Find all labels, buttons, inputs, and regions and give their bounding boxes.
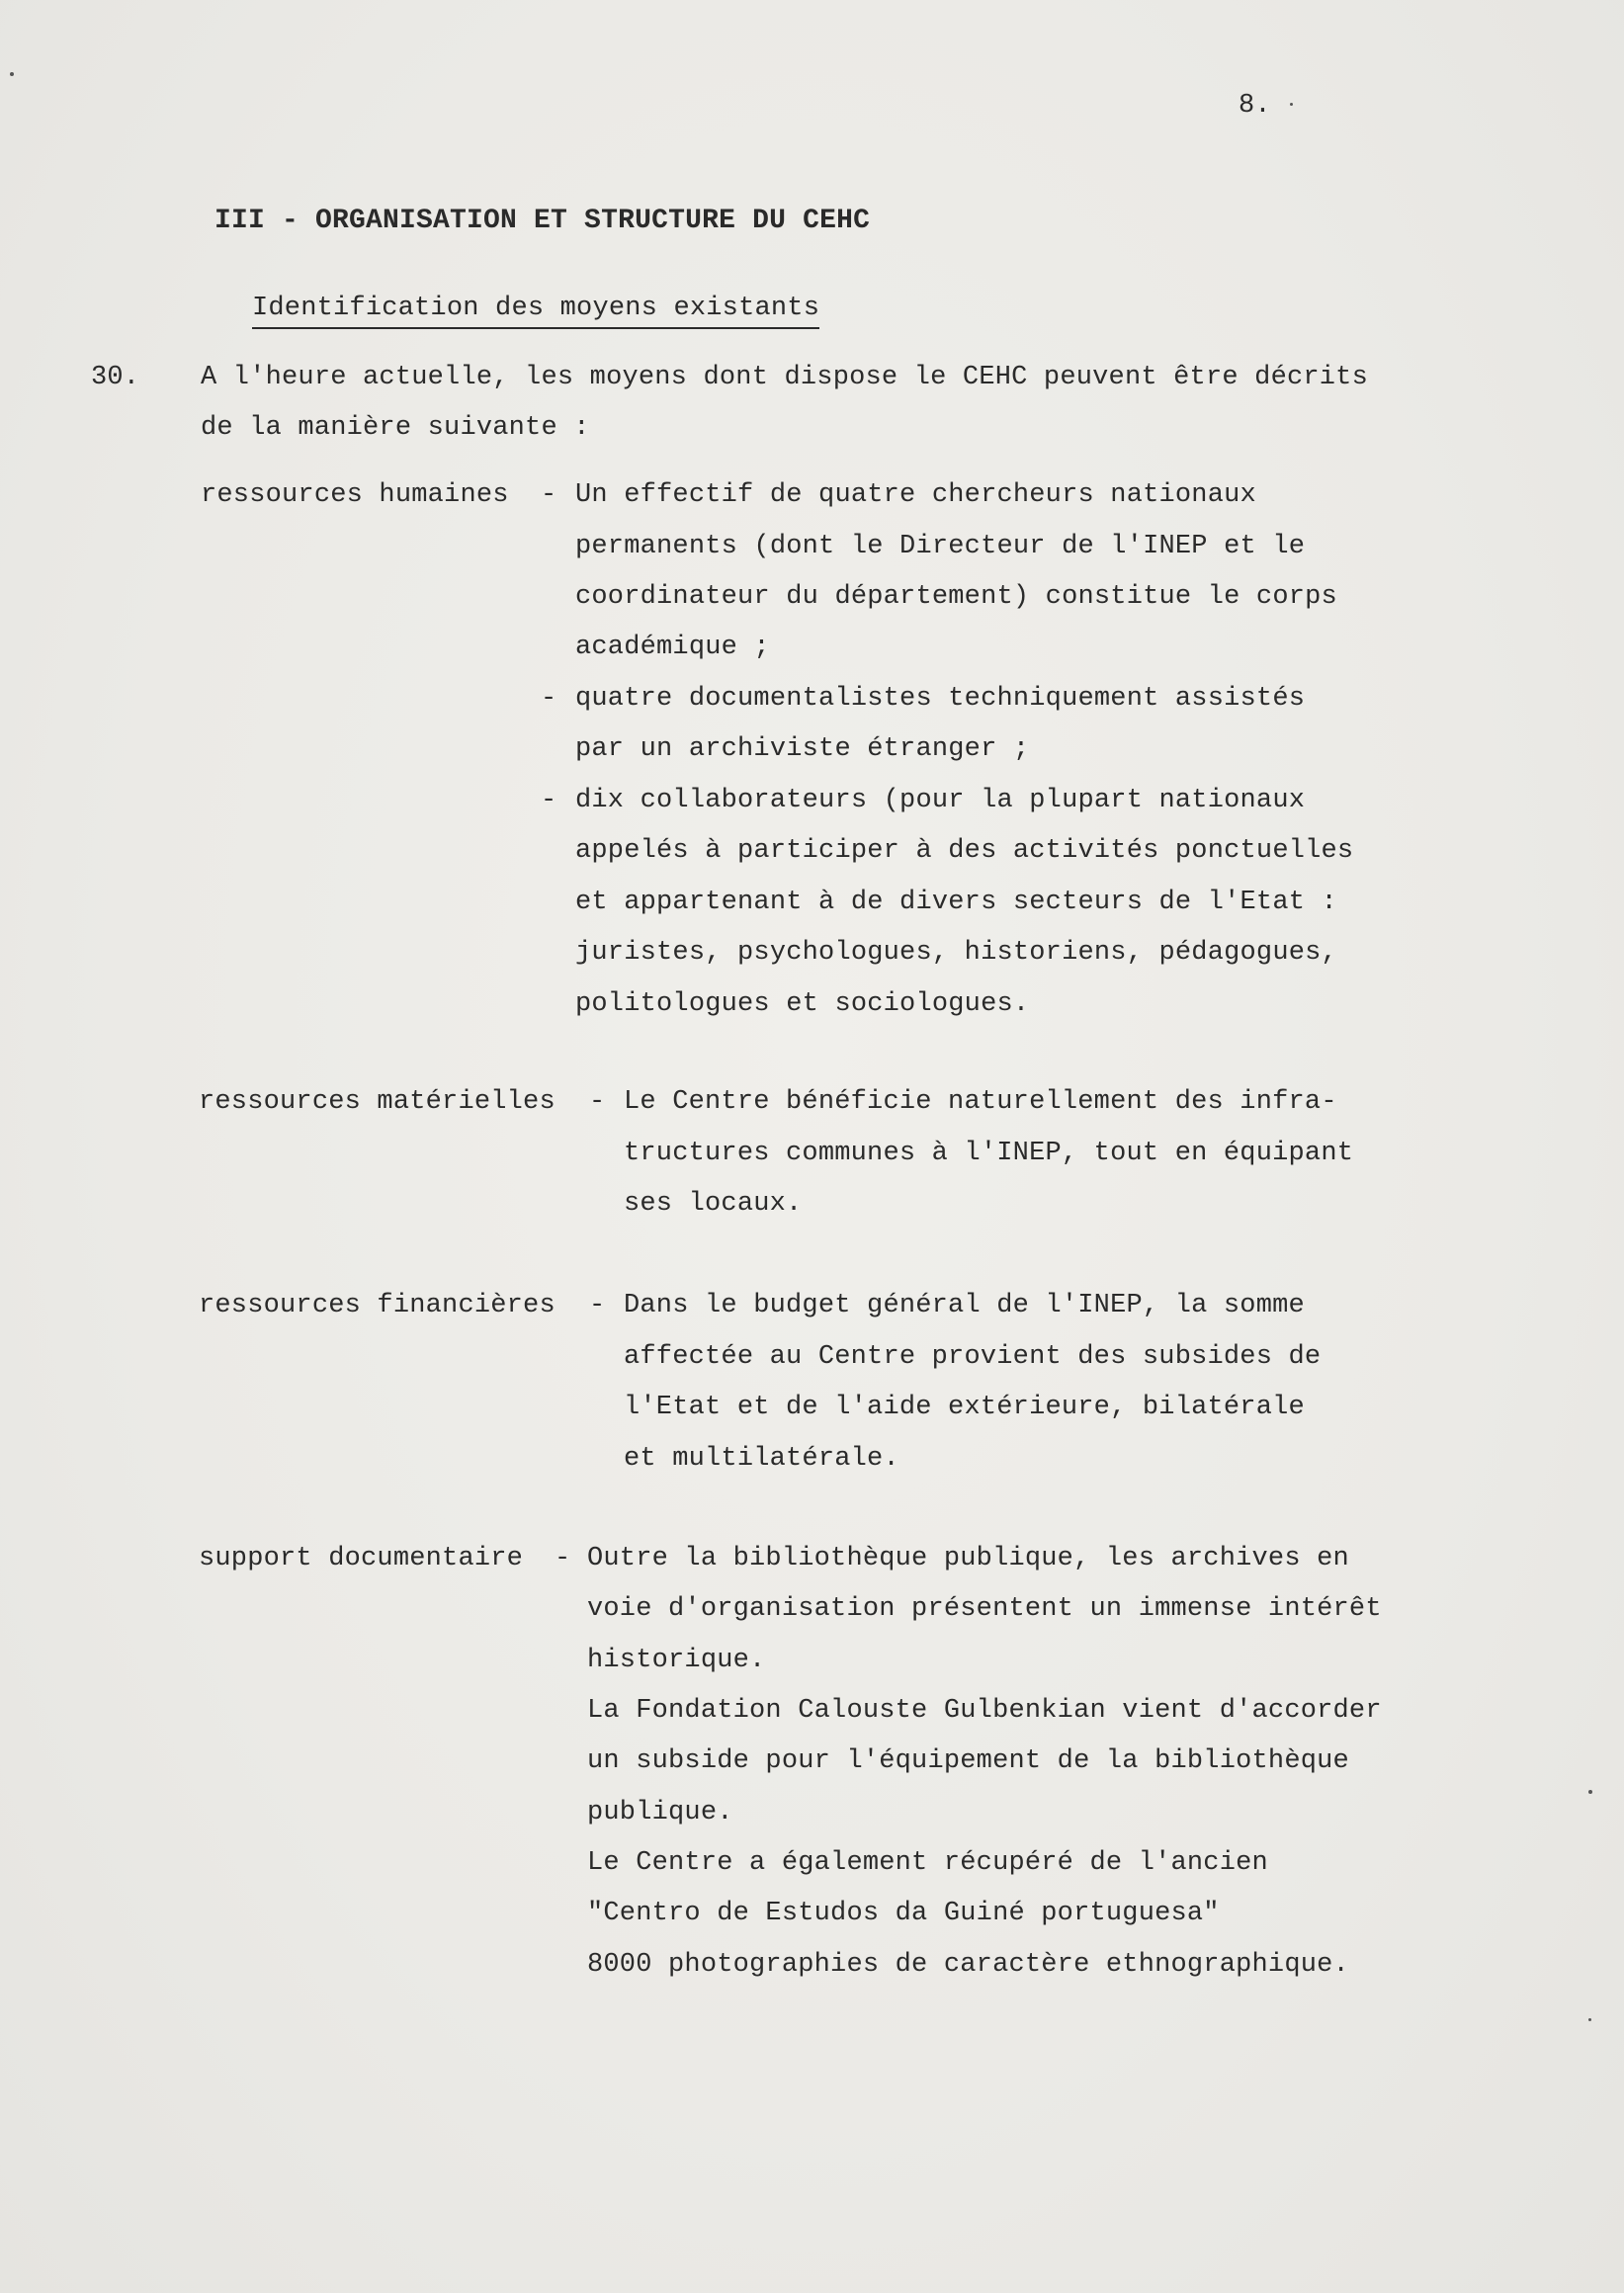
section-title: III - ORGANISATION ET STRUCTURE DU CEHC xyxy=(214,206,871,236)
list-item: coordinateur du département) constitue le corps xyxy=(575,582,1337,612)
list-item: Le Centre a également récupéré de l'ancien xyxy=(587,1848,1268,1878)
list-item: juristes, psychologues, historiens, pédagogues, xyxy=(575,938,1337,968)
list-item: Un effectif de quatre chercheurs nationaux xyxy=(575,480,1256,510)
list-item: par un archiviste étranger ; xyxy=(575,734,1030,764)
list-item: Le Centre bénéficie naturellement des infra- xyxy=(624,1087,1337,1117)
list-item: La Fondation Calouste Gulbenkian vient d'accorder xyxy=(587,1696,1382,1726)
intro-line-2: de la manière suivante : xyxy=(201,413,590,443)
bullet-dash: - xyxy=(541,786,557,815)
resource-label-humaines: ressources humaines xyxy=(201,480,509,510)
scan-speck xyxy=(1588,1790,1592,1794)
list-item: académique ; xyxy=(575,633,770,662)
list-item: Outre la bibliothèque publique, les archives en xyxy=(587,1544,1349,1573)
bullet-dash: - xyxy=(541,480,557,510)
intro-line-1: A l'heure actuelle, les moyens dont dispose le CEHC peuvent être décrits xyxy=(201,363,1368,392)
list-item: permanents (dont le Directeur de l'INEP et le xyxy=(575,532,1306,561)
list-item: appelés à participer à des activités ponctuelles xyxy=(575,836,1354,866)
list-item: affectée au Centre provient des subsides de xyxy=(624,1342,1322,1372)
list-item: "Centro de Estudos da Guiné portuguesa" xyxy=(587,1899,1220,1928)
list-item: voie d'organisation présentent un immense intérêt xyxy=(587,1594,1382,1624)
list-item: publique. xyxy=(587,1798,733,1827)
scan-speck xyxy=(1588,2018,1591,2021)
list-item: et multilatérale. xyxy=(624,1444,899,1474)
list-item: dix collaborateurs (pour la plupart nationaux xyxy=(575,786,1306,815)
list-item: Dans le budget général de l'INEP, la somme xyxy=(624,1291,1305,1320)
list-item: et appartenant à de divers secteurs de l'Etat : xyxy=(575,888,1337,917)
list-item: ses locaux. xyxy=(624,1189,803,1219)
list-item: l'Etat et de l'aide extérieure, bilatérale xyxy=(624,1393,1305,1422)
bullet-dash: - xyxy=(589,1291,606,1320)
subsection-title: Identification des moyens existants xyxy=(252,292,819,329)
bullet-dash: - xyxy=(541,684,557,714)
scan-speck xyxy=(10,72,14,76)
bullet-dash: - xyxy=(555,1544,571,1573)
page-number: 8. xyxy=(1239,91,1271,121)
list-item: un subside pour l'équipement de la bibliothèque xyxy=(587,1746,1349,1776)
resource-label-documentaire: support documentaire xyxy=(199,1544,524,1573)
resource-label-materielles: ressources matérielles xyxy=(199,1087,556,1117)
resource-label-financieres: ressources financières xyxy=(199,1291,556,1320)
list-item: 8000 photographies de caractère ethnographique. xyxy=(587,1950,1349,1980)
bullet-dash: - xyxy=(589,1087,606,1117)
list-item: tructures communes à l'INEP, tout en équipant xyxy=(624,1139,1354,1168)
list-item: historique. xyxy=(587,1646,766,1675)
scan-speck xyxy=(1290,103,1293,106)
list-item: politologues et sociologues. xyxy=(575,989,1030,1019)
paragraph-number: 30. xyxy=(91,363,140,392)
list-item: quatre documentalistes techniquement assistés xyxy=(575,684,1306,714)
